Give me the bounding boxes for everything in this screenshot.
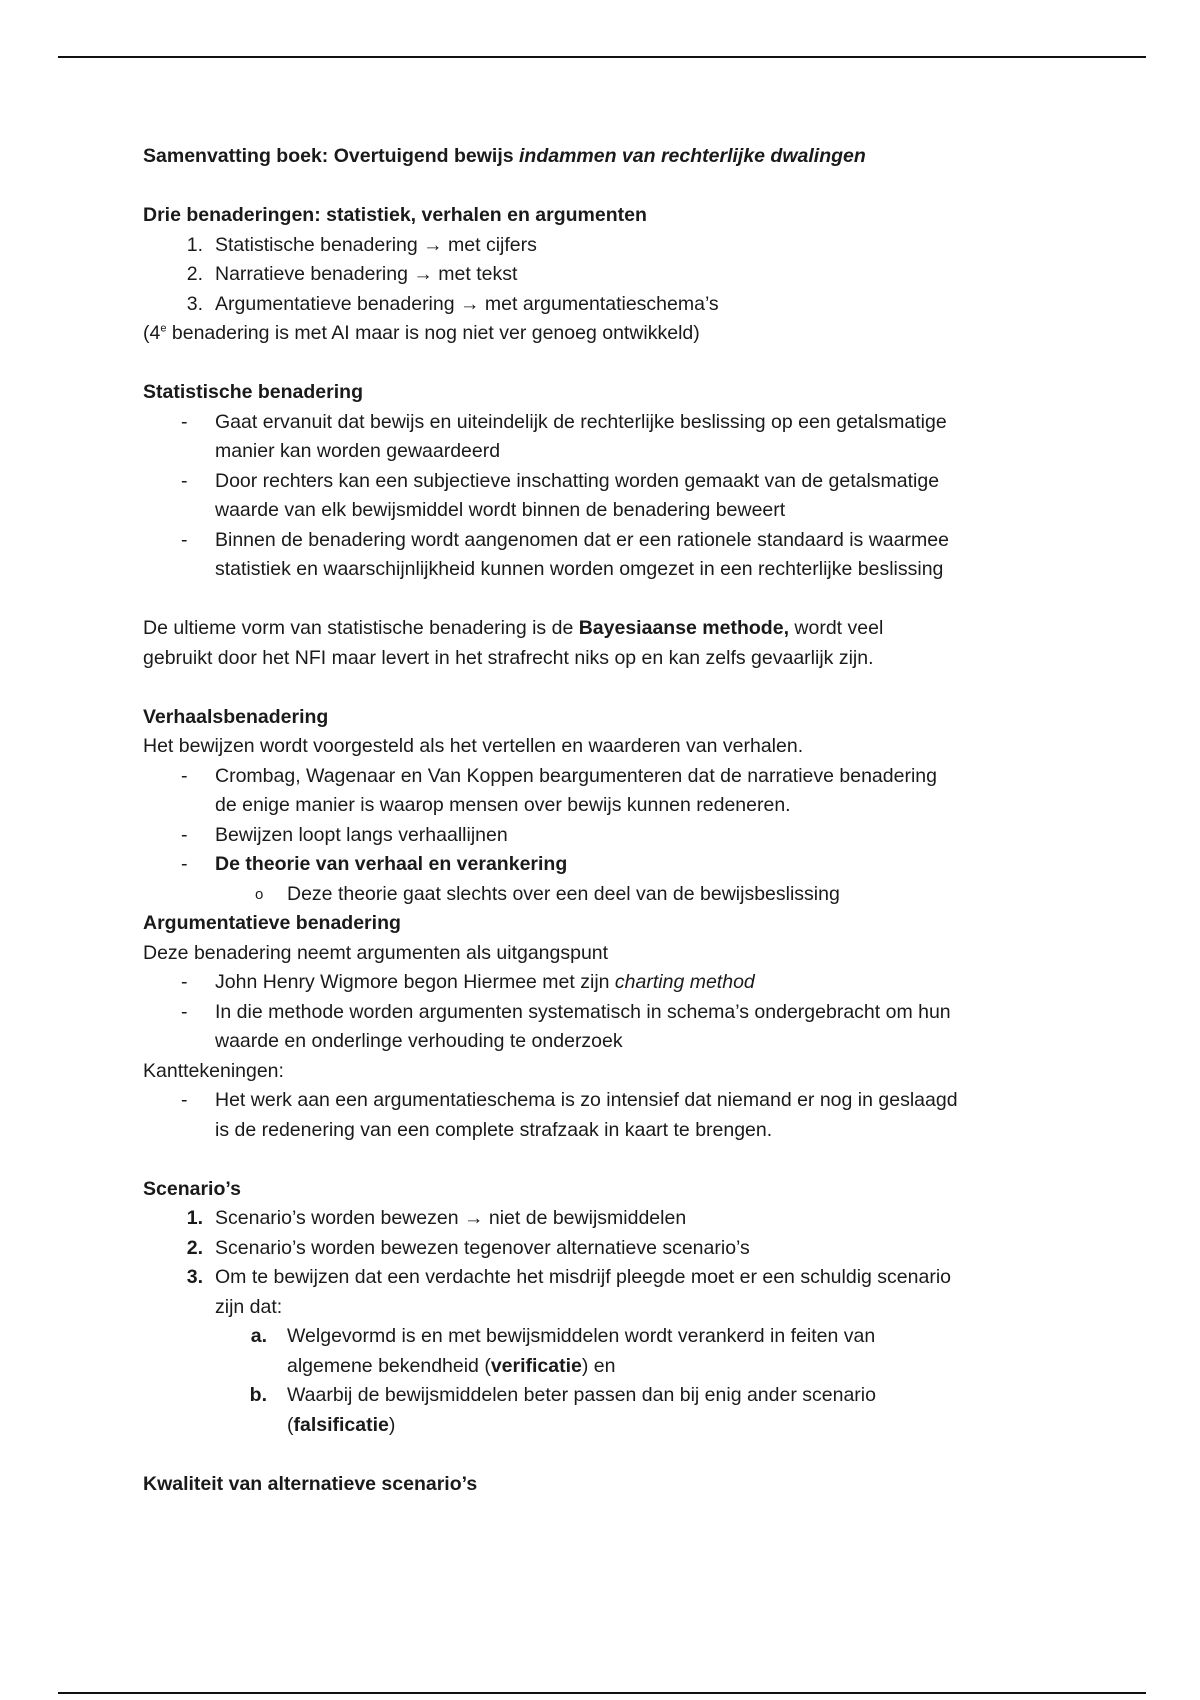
list-item: 2. Narratieve benadering → met tekst (186, 263, 518, 285)
title-bold: Samenvatting boek: Overtuigend bewijs (143, 145, 519, 167)
list-item: - Het werk aan een argumentatieschema is zo intensief dat niemand er nog in geslaagd (181, 1089, 958, 1111)
list-item: 3. Om te bewijzen dat een verdachte het misdrijf pleegde moet er een schuldig scenario (186, 1266, 951, 1288)
list-item-cont: statistiek en waarschijnlijkheid kunnen worden omgezet in een rechterlijke beslissing (215, 558, 944, 580)
list-item: - De theorie van verhaal en verankering (181, 853, 568, 875)
list-item-cont: waarde van elk bewijsmiddel wordt binnen de benadering beweert (215, 499, 786, 521)
list-item: 3. Argumentatieve benadering → met argumentatieschema’s (186, 292, 719, 315)
document-body (143, 142, 1073, 1499)
sub-list-item: b. Waarbij de bewijsmiddelen beter passen dan bij enig ander scenario (249, 1384, 876, 1406)
list-item: 1. Scenario’s worden bewezen → niet de bewijsmiddelen (186, 1207, 687, 1229)
list-item-cont: waarde en onderlinge verhouding te onderzoek (215, 1030, 623, 1052)
list-item: - John Henry Wigmore begon Hiermee met zijn charting method (181, 971, 755, 993)
footer-rule (58, 1692, 1146, 1694)
list-item: 1. Statistische benadering → met cijfers (186, 233, 537, 256)
list-item-cont: manier kan worden gewaardeerd (215, 440, 501, 462)
bayes-paragraph: De ultieme vorm van statistische benadering is de Bayesiaanse methode, wordt veel (143, 617, 884, 639)
list-item-cont: zijn dat: (215, 1295, 283, 1318)
header-rule (58, 56, 1146, 58)
document-title (143, 142, 1073, 172)
list-item-cont: de enige manier is waarop mensen over bewijs kunnen redeneren. (215, 794, 791, 816)
verhaal-intro: Het bewijzen wordt voorgesteld als het vertellen en waarderen van verhalen. (143, 735, 804, 757)
sub-list-item-cont: (falsificatie) (287, 1413, 396, 1436)
list-item: - Binnen de benadering wordt aangenomen dat er een rationele standaard is waarmee (181, 528, 949, 551)
list-item: - In die methode worden argumenten systematisch in schema’s ondergebracht om hun (181, 1000, 951, 1023)
section-heading-kwaliteit: Kwaliteit van alternatieve scenario’s (143, 1472, 478, 1495)
kanttekeningen-label: Kanttekeningen: (143, 1059, 284, 1082)
arg-intro: Deze benadering neemt argumenten als uitgangspunt (143, 941, 609, 964)
section-heading-scenarios: Scenario’s (143, 1177, 241, 1200)
section-heading-statistisch: Statistische benadering (143, 381, 363, 403)
list-item: - Crombag, Wagenaar en Van Koppen beargumenteren dat de narratieve benadering (181, 764, 937, 787)
title-italic: indammen van rechterlijke dwalingen (519, 145, 866, 167)
ai-note: (4e benadering is met AI maar is nog niet ver genoeg ontwikkeld) (143, 322, 700, 344)
sub-list-item: o Deze theorie gaat slechts over een deel van de bewijsbeslissing (255, 882, 840, 905)
list-item: - Gaat ervanuit dat bewijs en uiteindelijk de rechterlijke beslissing op een getalsmatige (181, 410, 947, 433)
sub-list-item-cont: algemene bekendheid (verificatie) en (287, 1354, 616, 1377)
list-item: 2. Scenario’s worden bewezen tegenover alternatieve scenario’s (186, 1236, 750, 1259)
list-item: - Bewijzen loopt langs verhaallijnen (181, 823, 508, 846)
list-item: - Door rechters kan een subjectieve inschatting worden gemaakt van de getalsmatige (181, 469, 940, 492)
sub-list-item: a. Welgevormd is en met bewijsmiddelen wordt verankerd in feiten van (250, 1325, 876, 1347)
list-item-cont: is de redenering van een complete strafzaak in kaart te brengen. (215, 1118, 773, 1141)
section-heading-drie: Drie benaderingen: statistiek, verhalen en argumenten (143, 204, 647, 226)
bayes-paragraph-cont: gebruikt door het NFI maar levert in het strafrecht niks op en kan zelfs gevaarlijk zijn. (143, 646, 874, 669)
section-heading-verhaal: Verhaalsbenadering (143, 705, 329, 728)
section-heading-argumentatief: Argumentatieve benadering (143, 912, 401, 934)
